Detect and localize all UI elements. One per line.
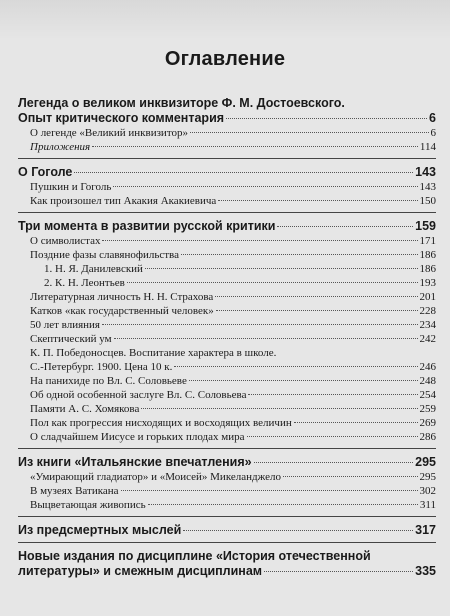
toc-heading[interactable]	[18, 549, 436, 564]
toc-heading-label: О Гоголе	[18, 165, 73, 179]
leader-dots	[189, 380, 418, 381]
toc-heading[interactable]	[18, 96, 436, 111]
toc-entry[interactable]	[18, 276, 436, 290]
leader-dots	[254, 462, 414, 463]
toc-entry[interactable]	[18, 402, 436, 416]
toc-page-number: 150	[419, 195, 436, 207]
toc-entry[interactable]	[18, 416, 436, 430]
toc-heading-label: Опыт критического комментария	[18, 111, 225, 125]
toc-heading-label: Легенда о великом инквизиторе Ф. М. Достоевского.	[18, 96, 345, 110]
toc-entry-label: В музеях Ватикана	[30, 485, 119, 497]
leader-dots	[218, 200, 417, 201]
leader-dots	[102, 324, 418, 325]
leader-dots	[181, 254, 418, 255]
toc-entry[interactable]	[18, 140, 436, 154]
toc-entry-label: Приложения	[30, 141, 91, 153]
toc-entry[interactable]	[18, 194, 436, 208]
toc-page-number: 295	[419, 471, 436, 483]
toc-page-number: 143	[419, 181, 436, 193]
leader-dots	[148, 504, 418, 505]
toc-entry-label: 1. Н. Я. Данилевский	[44, 263, 143, 275]
toc-entry[interactable]	[18, 248, 436, 262]
toc-entry[interactable]	[18, 388, 436, 402]
leader-dots	[226, 118, 427, 119]
toc-entry-label: Об одной особенной заслуге Вл. С. Соловьева	[30, 389, 247, 401]
leader-dots	[121, 490, 418, 491]
table-of-contents	[18, 96, 436, 589]
toc-heading-label: Новые издания по дисциплине «История отечественной	[18, 549, 371, 563]
toc-entry-label: Пол как прогрессия нисходящих и восходящих величин	[30, 417, 292, 429]
toc-page-number: 114	[419, 141, 436, 153]
toc-entry-label: О легенде «Великий инквизитор»	[30, 127, 188, 139]
toc-section	[18, 523, 436, 543]
toc-page-number: 171	[419, 235, 436, 247]
toc-page-number: 143	[415, 165, 436, 179]
toc-page-number: 186	[419, 263, 436, 275]
toc-heading[interactable]	[18, 523, 436, 538]
toc-page-number: 259	[419, 403, 436, 415]
toc-entry-label: Катков «как государственный человек»	[30, 305, 214, 317]
leader-dots	[190, 132, 429, 133]
toc-page-number: 254	[419, 389, 436, 401]
toc-entry[interactable]	[18, 290, 436, 304]
toc-section	[18, 549, 436, 583]
toc-section	[18, 455, 436, 517]
toc-entry[interactable]	[18, 304, 436, 318]
leader-dots	[216, 310, 418, 311]
toc-entry[interactable]	[18, 332, 436, 346]
toc-entry-label: О сладчайшем Иисусе и горьких плодах мира	[30, 431, 245, 443]
toc-entry[interactable]	[18, 498, 436, 512]
leader-dots	[113, 186, 417, 187]
toc-entry[interactable]	[18, 346, 436, 360]
page-title: Оглавление	[164, 48, 286, 70]
toc-entry[interactable]	[18, 126, 436, 140]
leader-dots	[215, 296, 417, 297]
leader-dots	[247, 436, 418, 437]
toc-page-number: 246	[419, 361, 436, 373]
toc-entry[interactable]	[18, 318, 436, 332]
toc-entry-label: 50 лет влияния	[30, 319, 100, 331]
toc-page-number: 234	[419, 319, 436, 331]
toc-entry[interactable]	[18, 180, 436, 194]
leader-dots	[102, 240, 417, 241]
toc-page-number: 186	[419, 249, 436, 261]
leader-dots	[248, 394, 417, 395]
toc-page-number: 335	[415, 564, 436, 578]
toc-entry[interactable]	[18, 234, 436, 248]
toc-page-number: 311	[419, 499, 436, 511]
toc-entry-label: Поздние фазы славянофильства	[30, 249, 179, 261]
leader-dots	[283, 476, 418, 477]
leader-dots	[294, 422, 418, 423]
toc-page-number: 295	[415, 455, 436, 469]
toc-entry-label: О символистах	[30, 235, 101, 247]
toc-entry[interactable]	[18, 262, 436, 276]
toc-heading[interactable]	[18, 564, 436, 579]
toc-entry[interactable]	[18, 484, 436, 498]
toc-heading[interactable]	[18, 455, 436, 470]
leader-dots	[277, 226, 413, 227]
toc-page-number: 159	[415, 219, 436, 233]
toc-entry-label: «Умирающий гладиатор» и «Моисей» Микеланджело	[30, 471, 281, 483]
toc-heading[interactable]	[18, 165, 436, 180]
toc-heading-label: Три момента в развитии русской критики	[18, 219, 276, 233]
toc-page-number: 228	[419, 305, 436, 317]
toc-section	[18, 165, 436, 213]
toc-entry-label: Литературная личность Н. Н. Страхова	[30, 291, 214, 303]
toc-entry-label: Как произошел тип Акакия Акакиевича	[30, 195, 217, 207]
toc-heading-label: литературы» и смежным дисциплинам	[18, 564, 263, 578]
toc-page-number: 286	[419, 431, 436, 443]
toc-page-number: 6	[429, 111, 436, 125]
toc-entry-label: 2. К. Н. Леонтьев	[44, 277, 125, 289]
toc-heading-label: Из предсмертных мыслей	[18, 523, 182, 537]
leader-dots	[145, 268, 418, 269]
toc-page-number: 193	[419, 277, 436, 289]
toc-page-number: 302	[419, 485, 436, 497]
toc-entry[interactable]	[18, 470, 436, 484]
leader-dots	[183, 530, 413, 531]
toc-entry-label: С.-Петербург. 1900. Цена 10 к.	[30, 361, 173, 373]
toc-page-number: 6	[430, 127, 436, 139]
toc-section	[18, 96, 436, 159]
toc-entry[interactable]	[18, 374, 436, 388]
leader-dots	[141, 408, 417, 409]
toc-entry[interactable]	[18, 360, 436, 374]
toc-page-number: 248	[419, 375, 436, 387]
toc-heading[interactable]	[18, 219, 436, 234]
leader-dots	[74, 172, 413, 173]
leader-dots	[127, 282, 418, 283]
leader-dots	[264, 571, 413, 572]
leader-dots	[114, 338, 418, 339]
toc-entry-label: На панихиде по Вл. С. Соловьеве	[30, 375, 187, 387]
toc-heading[interactable]	[18, 111, 436, 126]
toc-section	[18, 219, 436, 449]
toc-heading-label: Из книги «Итальянские впечатления»	[18, 455, 252, 469]
toc-entry-label: Пушкин и Гоголь	[30, 181, 112, 193]
toc-entry-label: Скептический ум	[30, 333, 112, 345]
leader-dots	[174, 366, 417, 367]
toc-page-number: 242	[419, 333, 436, 345]
toc-entry-label: К. П. Победоносцев. Воспитание характера в школе.	[30, 347, 277, 359]
toc-entry-label: Выцветающая живопись	[30, 499, 146, 511]
toc-page-number: 269	[419, 417, 436, 429]
toc-page-number: 201	[419, 291, 436, 303]
toc-entry[interactable]	[18, 430, 436, 444]
leader-dots	[92, 146, 418, 147]
toc-page-number: 317	[415, 523, 436, 537]
toc-entry-label: Памяти А. С. Хомякова	[30, 403, 140, 415]
